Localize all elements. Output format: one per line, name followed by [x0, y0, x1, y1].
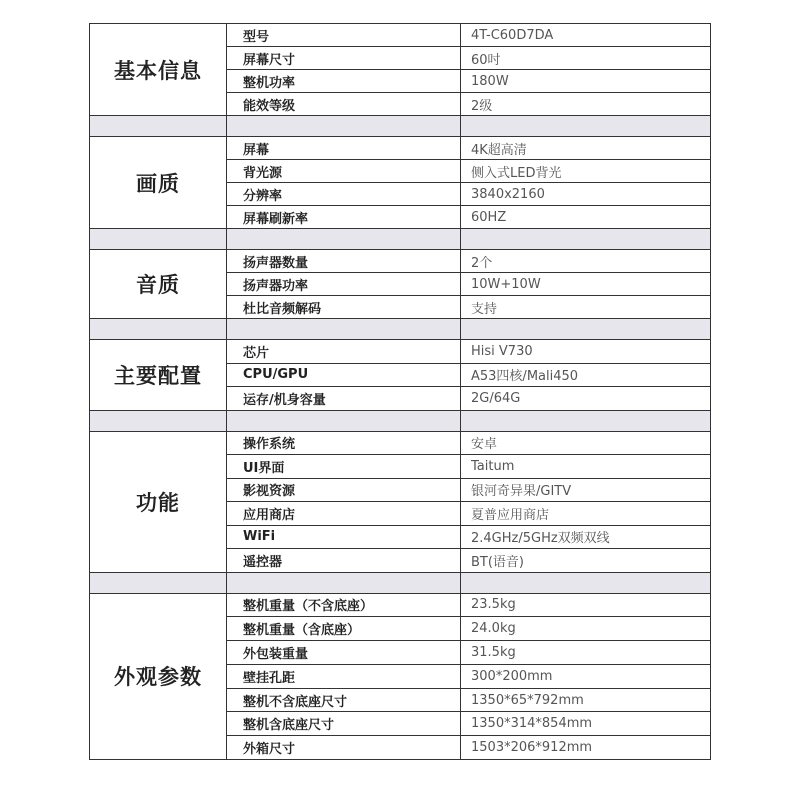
spec-value: 24.0kg	[461, 617, 711, 641]
separator-cell	[90, 229, 227, 250]
separator-cell	[90, 116, 227, 137]
spec-row	[90, 137, 711, 160]
spec-key: 整机功率	[227, 70, 461, 93]
spec-value: 2.4GHz/5GHz双频双线	[461, 525, 711, 549]
spec-value: 180W	[461, 70, 711, 93]
spec-value: BT(语音)	[461, 549, 711, 573]
spec-key: WiFi	[227, 525, 461, 549]
spec-row	[90, 593, 711, 617]
spec-value: A53四核/Mali450	[461, 363, 711, 387]
separator-cell	[227, 319, 461, 340]
spec-key: 扬声器数量	[227, 250, 461, 273]
spec-key: 外箱尺寸	[227, 736, 461, 760]
spec-row	[90, 431, 711, 455]
spec-key: 外包装重量	[227, 641, 461, 665]
separator-cell	[227, 410, 461, 431]
separator-cell	[227, 229, 461, 250]
separator-cell	[461, 229, 711, 250]
spec-key: 背光源	[227, 160, 461, 183]
section-separator	[90, 410, 711, 431]
spec-value: 1350*314*854mm	[461, 712, 711, 736]
spec-value: 4K超高清	[461, 137, 711, 160]
spec-key: 整机含底座尺寸	[227, 712, 461, 736]
spec-value: 银河奇异果/GITV	[461, 478, 711, 502]
spec-key: 屏幕	[227, 137, 461, 160]
spec-key: 整机重量（不含底座）	[227, 593, 461, 617]
spec-table-body	[90, 24, 711, 760]
separator-cell	[461, 319, 711, 340]
separator-cell	[461, 116, 711, 137]
spec-key: 整机重量（含底座）	[227, 617, 461, 641]
spec-value: 2G/64G	[461, 387, 711, 411]
separator-cell	[461, 410, 711, 431]
spec-value: Hisi V730	[461, 340, 711, 364]
spec-key: UI界面	[227, 455, 461, 479]
spec-key: CPU/GPU	[227, 363, 461, 387]
spec-key: 屏幕刷新率	[227, 206, 461, 229]
spec-row	[90, 24, 711, 47]
spec-row	[90, 250, 711, 273]
section-category: 主要配置	[90, 340, 227, 411]
spec-table	[89, 23, 711, 760]
spec-key: 遥控器	[227, 549, 461, 573]
spec-key: 壁挂孔距	[227, 664, 461, 688]
spec-value: 1350*65*792mm	[461, 688, 711, 712]
section-separator	[90, 116, 711, 137]
separator-cell	[461, 572, 711, 593]
section-category: 外观参数	[90, 593, 227, 760]
spec-value: 10W+10W	[461, 273, 711, 296]
section-category: 音质	[90, 250, 227, 319]
spec-key: 屏幕尺寸	[227, 47, 461, 70]
spec-value: 1503*206*912mm	[461, 736, 711, 760]
spec-value: 支持	[461, 296, 711, 319]
section-category: 功能	[90, 431, 227, 572]
separator-cell	[90, 572, 227, 593]
separator-cell	[90, 319, 227, 340]
separator-cell	[227, 572, 461, 593]
spec-value: 60吋	[461, 47, 711, 70]
spec-row	[90, 340, 711, 364]
spec-value: 4T-C60D7DA	[461, 24, 711, 47]
spec-key: 应用商店	[227, 502, 461, 526]
section-category: 基本信息	[90, 24, 227, 116]
spec-value: Taitum	[461, 455, 711, 479]
spec-value: 3840x2160	[461, 183, 711, 206]
spec-key: 影视资源	[227, 478, 461, 502]
spec-key: 杜比音频解码	[227, 296, 461, 319]
spec-value: 2级	[461, 93, 711, 116]
section-category: 画质	[90, 137, 227, 229]
spec-key: 扬声器功率	[227, 273, 461, 296]
spec-key: 运存/机身容量	[227, 387, 461, 411]
separator-cell	[227, 116, 461, 137]
spec-value: 夏普应用商店	[461, 502, 711, 526]
spec-key: 能效等级	[227, 93, 461, 116]
spec-key: 芯片	[227, 340, 461, 364]
section-separator	[90, 572, 711, 593]
spec-value: 2个	[461, 250, 711, 273]
spec-key: 分辨率	[227, 183, 461, 206]
spec-value: 安卓	[461, 431, 711, 455]
spec-value: 60HZ	[461, 206, 711, 229]
section-separator	[90, 229, 711, 250]
spec-value: 31.5kg	[461, 641, 711, 665]
spec-key: 整机不含底座尺寸	[227, 688, 461, 712]
spec-key: 操作系统	[227, 431, 461, 455]
separator-cell	[90, 410, 227, 431]
spec-value: 侧入式LED背光	[461, 160, 711, 183]
section-separator	[90, 319, 711, 340]
spec-value: 300*200mm	[461, 664, 711, 688]
spec-value: 23.5kg	[461, 593, 711, 617]
spec-key: 型号	[227, 24, 461, 47]
